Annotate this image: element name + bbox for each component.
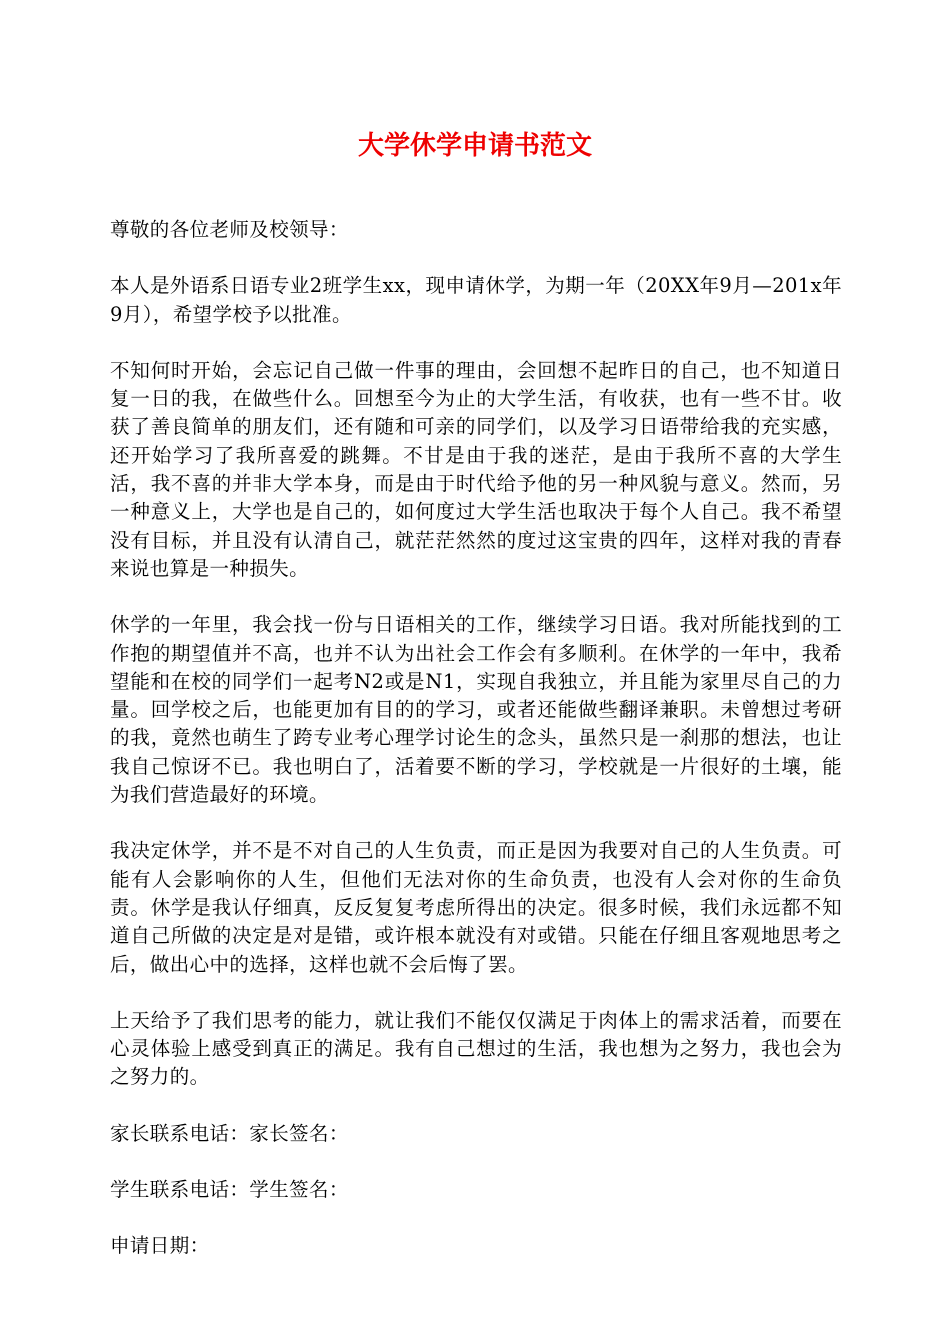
- paragraph-conclusion: 上天给予了我们思考的能力，就让我们不能仅仅满足于肉体上的需求活着，而要在心灵体验上感受到真正的满足。我有自己想过的生活，我也想为之努力，我也会为之努力的。: [110, 1008, 842, 1089]
- paragraph-application: 本人是外语系日语专业2班学生xx，现申请休学，为期一年（20XX年9月—201x年9月），希望学校予以批准。: [110, 274, 842, 326]
- salutation: 尊敬的各位老师及校领导：: [110, 218, 349, 241]
- document-body: [110, 216, 842, 1289]
- parent-contact-line: 家长联系电话：家长签名：: [110, 1121, 349, 1145]
- paragraph-decision: 我决定休学，并不是不对自己的人生负责，而正是因为我要对自己的人生负责。可能有人会影响你的人生，但他们无法对你的生命负责，也没有人会对你的生命负责。休学是我认仔细真，反反复复考虑所得出的决定。很多时候，我们永远都不知道自己所做的决定是对是错，或许根本就没有对或错。只能在仔细且客观地思考之后，做出心中的选择，这样也就不会后悔了罢。: [110, 839, 842, 976]
- paragraph-reflection: 不知何时开始，会忘记自己做一件事的理由，会回想不起昨日的自己，也不知道日复一日的我，在做些什么。回想至今为止的大学生活，有收获，也有一些不甘。收获了善良简单的朋友们，还有随和可亲的同学们，以及学习日语带给我的充实感，还开始学习了我所喜爱的跳舞。不甘是由于我的迷茫，是由于我所不喜的大学生活，我不喜的并非大学本身，而是由于时代给予他的另一种风貌与意义。然而，另一种意义上，大学也是自己的，如何度过大学生活也取决于每个人自己。我不希望没有目标，并且没有认清自己，就茫茫然然的度过这宝贵的四年，这样对我的青春来说也算是一种损失。: [110, 358, 842, 580]
- paragraph-plan: 休学的一年里，我会找一份与日语相关的工作，继续学习日语。我对所能找到的工作抱的期望值并不高，也并不认为出社会工作会有多顺利。在休学的一年中，我希望能和在校的同学们一起考N2或是N1，实现自我独立，并且能为家里尽自己的力量。回学校之后，也能更加有目的的学习，或者还能做些翻译兼职。未曾想过考研的我，竟然也萌生了跨专业考心理学讨论生的念头，虽然只是一刹那的想法，也让我自己惊讶不已。我也明白了，活着要不断的学习，学校就是一片很好的土壤，能为我们营造最好的环境。: [110, 613, 842, 807]
- document-title: 大学休学申请书范文: [357, 131, 592, 161]
- student-contact-line: 学生联系电话：学生签名：: [110, 1178, 349, 1202]
- application-date-line: 申请日期：: [110, 1234, 210, 1258]
